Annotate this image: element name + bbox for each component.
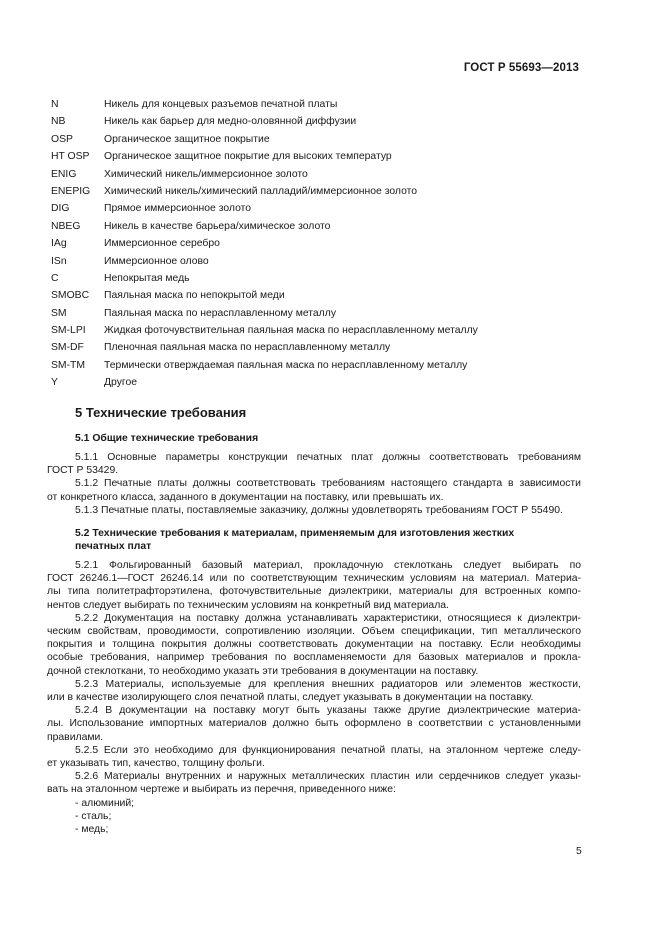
list-item: - медь;: [75, 824, 109, 836]
abbreviation-row: [51, 253, 591, 270]
paragraph-line: особые требования, например требования по воспламеняемости для базовых материалов и прокла-: [47, 652, 581, 664]
abbreviation-row: [51, 322, 591, 339]
abbreviation-description: Органическое защитное покрытие: [104, 133, 270, 145]
paragraph-5-1-1: [47, 451, 581, 477]
abbreviation-row: [51, 374, 591, 391]
paragraph-line: покрытия и толщина покрытия должны соответствовать документации на поставку. Если необходимы: [47, 639, 581, 651]
subsection-5-1-body: [47, 451, 581, 517]
paragraph-line: вать на эталонном чертеже и выбирать из перечня, приведенного ниже:: [47, 784, 396, 796]
abbreviation-code: SMOBC: [51, 290, 90, 302]
abbreviation-code: SM-TM: [51, 359, 86, 371]
paragraph-line: нентов следует выбирать по техническим условиям на конкретный вид материала.: [47, 599, 449, 611]
paragraph-line: дочной стеклоткани, то необходимо указать эти требования в документации на поставку.: [47, 665, 479, 677]
abbreviation-description: Органическое защитное покрытие для высоких температур: [104, 151, 392, 163]
abbreviation-row: [51, 218, 591, 235]
abbreviation-row: [51, 357, 591, 374]
abbreviation-code: NBEG: [51, 220, 81, 232]
paragraph-line: 5.2.5 Если это необходимо для функционирования печатной платы, на эталонном чертеже следу-: [75, 744, 581, 756]
abbreviation-code: NB: [51, 116, 66, 128]
paragraph-line: ческим свойствам, проводимости, сопротивлению изоляции. Объем спецификации, тип металлического: [47, 626, 581, 638]
abbreviation-row: [51, 166, 591, 183]
abbreviation-description: Химический никель/иммерсионное золото: [104, 168, 308, 180]
abbreviation-code: OSP: [51, 133, 73, 145]
abbreviation-row: [51, 200, 591, 217]
paragraph-line: 5.2.4 В документации на поставку могут быть указаны также другие диэлектрические материа-: [75, 705, 581, 717]
abbreviation-description: Прямое иммерсионное золото: [104, 203, 252, 215]
list-item: - сталь;: [75, 810, 112, 822]
abbreviation-row: [51, 148, 591, 165]
subsection-title-line: 5.2 Технические требования к материалам, применяемым для изготовления жестких: [75, 528, 515, 539]
abbreviation-description: Жидкая фоточувствительная паяльная маска по нерасплавленному металлу: [104, 325, 478, 337]
abbreviation-code: SM-DF: [51, 342, 84, 354]
abbreviation-description: Паяльная маска по непокрытой меди: [104, 290, 285, 302]
paragraph-line: 5.1.3 Печатные платы, поставляемые заказчику, должны удовлетворять требованиям ГОСТ Р 55490.: [75, 504, 563, 516]
abbreviation-code: C: [51, 272, 59, 284]
paragraph-line: 5.1.2 Печатные платы должны соответствовать требованиям настоящего стандарта в зависимости: [75, 478, 581, 490]
abbreviation-row: [51, 235, 591, 252]
page-number: 5: [576, 846, 582, 857]
abbreviation-row: [51, 183, 591, 200]
abbreviation-description: Пленочная паяльная маска по нерасплавленному металлу: [104, 342, 391, 354]
abbreviation-row: [51, 270, 591, 287]
paragraph-line: ГОСТ 26246.1—ГОСТ 26246.14 или по соответствующим техническим условиям на материал. Материа-: [47, 573, 581, 585]
abbreviation-code: SM: [51, 307, 67, 319]
paragraph-line: от конкретного класса, заданного в документации на поставку, или превышать их.: [47, 491, 444, 503]
paragraph-line: 5.2.3 Материалы, используемые для крепления внешних радиаторов или элементов жесткости,: [75, 678, 581, 690]
paragraph-line: ет указывать тип, качество, толщину фольги.: [47, 758, 265, 770]
paragraph-line: ГОСТ Р 53429.: [47, 465, 119, 477]
subsection-title-5-2: [75, 527, 514, 554]
abbreviation-description: Никель для концевых разъемов печатной платы: [104, 99, 338, 110]
paragraph-line: или в качестве изолирующего слоя печатной платы, следует указывать в документации на поставку.: [47, 692, 534, 704]
paragraph-5-2-3: [47, 678, 581, 704]
paragraph-line: 5.2.1 Фольгированный базовый материал, прокладочную стеклоткань следует выбирать по: [75, 560, 581, 571]
abbreviation-description: Иммерсионное серебро: [104, 238, 220, 250]
subsection-5-2-body: [47, 559, 581, 836]
abbreviation-description: Паяльная маска по нерасплавленному металлу: [104, 307, 337, 319]
abbreviation-description: Непокрытая медь: [104, 272, 190, 284]
abbreviation-row: [51, 131, 591, 148]
abbreviation-row: [51, 287, 591, 304]
paragraph-line: лы типа политетрафторэтилена, фоточувствительные диэлектрики, материалы для встроенных компо-: [47, 586, 581, 598]
abbreviation-code: SM-LPI: [51, 325, 86, 337]
paragraph-line: правилами.: [47, 731, 104, 743]
paragraph-5-2-6: [47, 770, 581, 796]
section-title: 5 Технические требования: [75, 405, 247, 420]
abbreviation-list: [51, 96, 591, 392]
abbreviation-code: IAg: [51, 238, 67, 250]
paragraph-5-1-2: [47, 477, 581, 503]
abbreviation-row: [51, 305, 591, 322]
paragraph-5-2-4: [47, 704, 581, 744]
paragraph-5-2-2: [47, 612, 581, 678]
abbreviation-description: Другое: [104, 377, 138, 389]
abbreviation-code: DIG: [51, 203, 70, 215]
paragraph-line: 5.2.2 Документация на поставку должна устанавливать характеристики, относящиеся к диэлектри-: [75, 612, 581, 624]
paragraph-line: 5.1.1 Основные параметры конструкции печатных плат должны соответствовать требованиям: [75, 452, 581, 463]
abbreviation-code: ENIG: [51, 168, 77, 180]
abbreviation-row: [51, 339, 591, 356]
abbreviation-code: ISn: [51, 255, 67, 267]
abbreviation-code: Y: [51, 377, 58, 389]
subsection-title-line: печатных плат: [75, 541, 152, 553]
abbreviation-row: [51, 113, 591, 130]
paragraph-5-2-5: [47, 744, 581, 770]
paragraph-5-1-3: [47, 504, 581, 517]
paragraph-5-2-1: [47, 559, 581, 612]
subsection-title-5-1: 5.1 Общие технические требования: [75, 433, 259, 444]
abbreviation-code: HT OSP: [51, 151, 90, 163]
abbreviation-description: Иммерсионное олово: [104, 255, 209, 267]
paragraph-line: лы. Использование импортных материалов должно быть оформлено в соответствии с установленными: [47, 718, 581, 730]
document-header: ГОСТ Р 55693—2013: [463, 62, 579, 74]
abbreviation-description: Химический никель/химический палладий/иммерсионное золото: [104, 185, 418, 197]
paragraph-line: 5.2.6 Материалы внутренних и наружных металлических пластин или сердечников следует указы-: [75, 771, 581, 783]
abbreviation-description: Никель как барьер для медно-оловянной диффузии: [104, 116, 357, 128]
list-item: - алюминий;: [75, 797, 135, 809]
abbreviation-code: N: [51, 99, 59, 110]
abbreviation-description: Термически отверждаемая паяльная маска по нерасплавленному металлу: [104, 359, 468, 371]
abbreviation-row: [51, 96, 591, 113]
abbreviation-description: Никель в качестве барьера/химическое золото: [104, 220, 331, 232]
abbreviation-code: ENEPIG: [51, 185, 91, 197]
